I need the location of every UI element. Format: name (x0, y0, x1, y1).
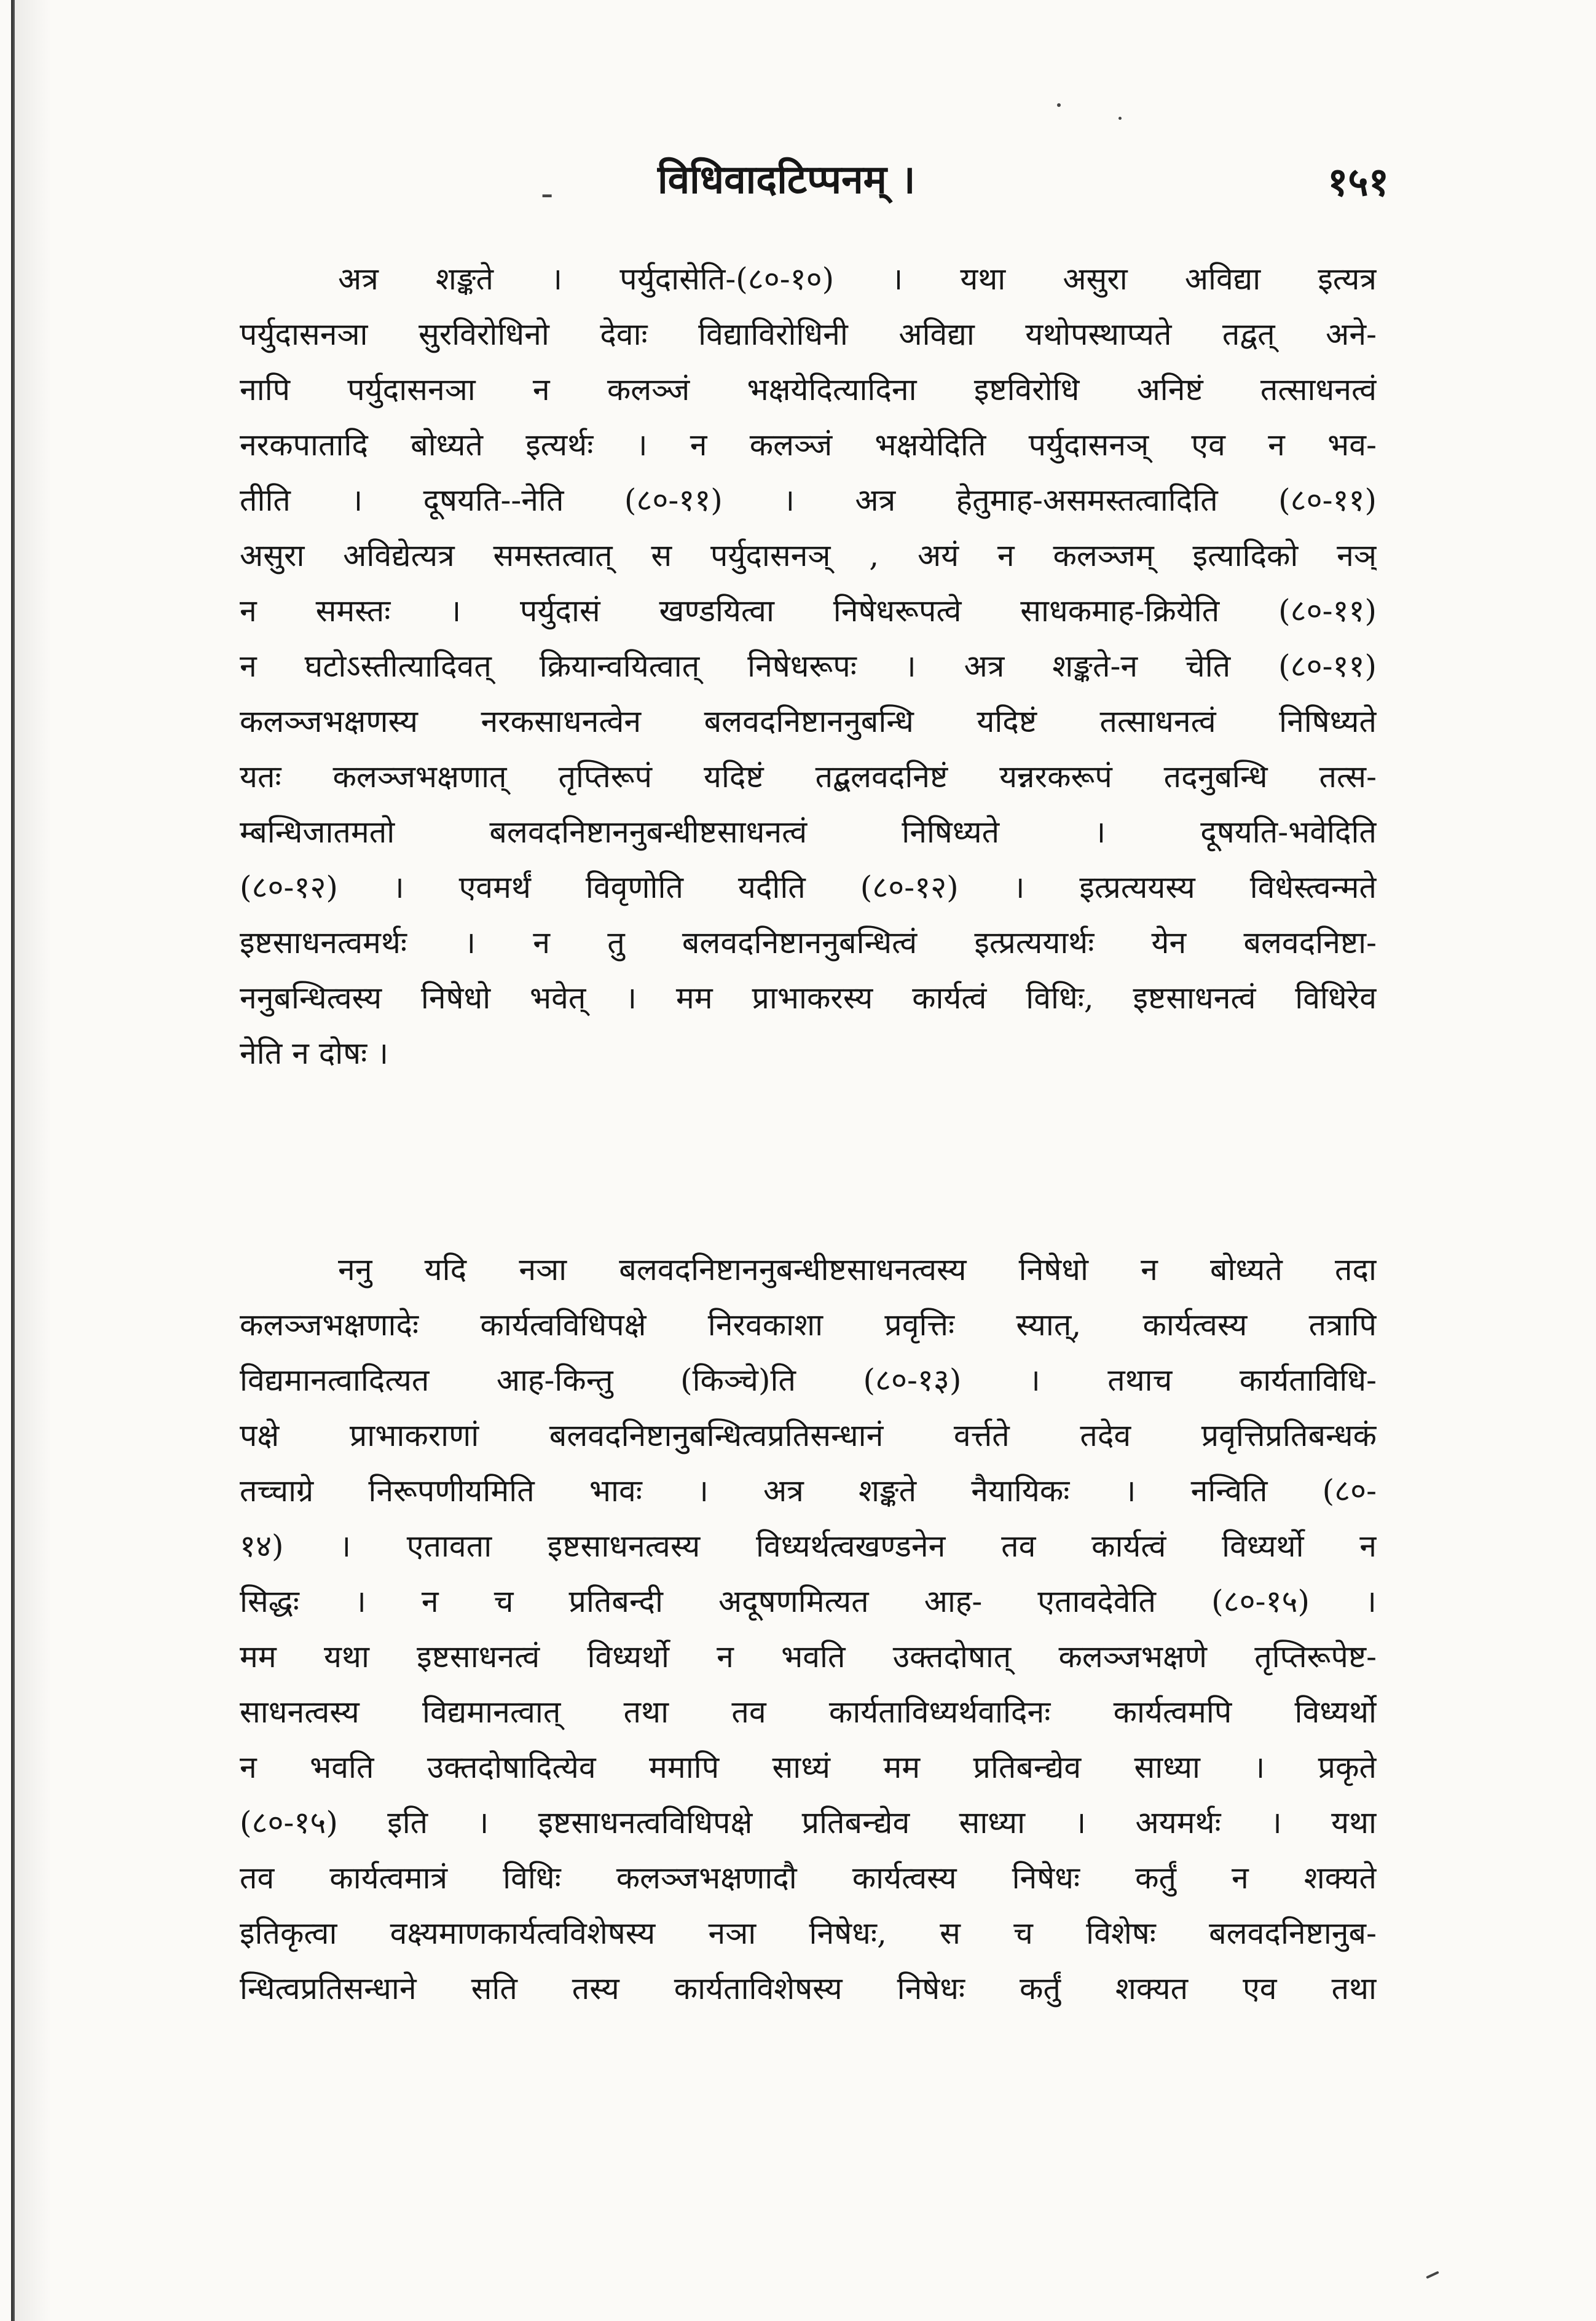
binding-edge-shadow (15, 0, 52, 2321)
text-line: तीति । दूषयति--नेति (८०-११) । अत्र हेतुमाह-असमस्तत्वादिति (८०-११) (240, 482, 1377, 518)
text-line: न भवति उक्तदोषादित्येव ममापि साध्यं मम प्रतिबन्द्येव साध्या । प्रकृते (240, 1750, 1377, 1785)
header-dash: - (541, 172, 554, 215)
page-number: १५१ (1327, 159, 1389, 205)
text-line: (८०-१५) इति । इष्टसाधनत्वविधिपक्षे प्रतिबन्द्येव साध्या । अयमर्थः । यथा (240, 1805, 1377, 1840)
text-line: नेति न दोषः । (240, 1035, 389, 1071)
text-line: १४) । एतावता इष्टसाधनत्वस्य विध्यर्थत्वखण्डनेन तव कार्यत्वं विध्यर्थो न (240, 1528, 1377, 1564)
text-line: तच्चाग्रे निरूपणीयमिति भावः । अत्र शङ्कते नैयायिकः । नन्विति (८०- (240, 1473, 1377, 1509)
text-line: यतः कलञ्जभक्षणात् तृप्तिरूपं यदिष्टं तद्बलवदनिष्टं यन्नरकरूपं तदनुबन्धि तत्स- (240, 759, 1377, 795)
scan-speck (1057, 103, 1061, 107)
text-line: साधनत्वस्य विद्यमानत्वात् तथा तव कार्यताविध्यर्थवादिनः कार्यत्वमपि विध्यर्थो (240, 1694, 1377, 1730)
text-line: न घटोऽस्तीत्यादिवत् क्रियान्वयित्वात् निषेधरूपः । अत्र शङ्कते-न चेति (८०-११) (240, 648, 1377, 684)
text-line: कलञ्जभक्षणादेः कार्यत्वविधिपक्षे निरवकाशा प्रवृत्तिः स्यात्, कार्यत्वस्य तत्रापि (240, 1307, 1377, 1343)
text-line: ननु यदि नञा बलवदनिष्टाननुबन्धीष्टसाधनत्वस्य निषेधो न बोध्यते तदा (338, 1252, 1377, 1287)
text-line: असुरा अविद्येत्यत्र समस्तत्वात् स पर्युदासनञ् , अयं न कलञ्जम् इत्यादिको नञ् (240, 538, 1377, 573)
text-line: कलञ्जभक्षणस्य नरकसाधनत्वेन बलवदनिष्टाननुबन्धि यदिष्टं तत्साधनत्वं निषिध्यते (240, 704, 1377, 739)
text-line: म्बन्धिजातमतो बलवदनिष्टाननुबन्धीष्टसाधनत्वं निषिध्यते । दूषयति-भवेदिति (240, 814, 1377, 850)
text-line: पक्षे प्राभाकराणां बलवदनिष्टानुबन्धित्वप्रतिसन्धानं वर्त्तते तदेव प्रवृत्तिप्रतिबन्धकं (240, 1418, 1377, 1453)
text-line: तव कार्यत्वमात्रं विधिः कलञ्जभक्षणादौ कार्यत्वस्य निषेधः कर्तुं न शक्यते (240, 1860, 1377, 1896)
scan-speck (1118, 117, 1122, 120)
text-line: न्धित्वप्रतिसन्धाने सति तस्य कार्यताविशेषस्य निषेधः कर्तुं शक्यत एव तथा (240, 1971, 1377, 2006)
text-line: सिद्धः । न च प्रतिबन्दी अदूषणमित्यत आह- एतावदेवेति (८०-१५) । (240, 1584, 1377, 1619)
text-line: विद्यमानत्वादित्यत आह-किन्तु (किञ्चे)ति (८०-१३) । तथाच कार्यताविधि- (240, 1362, 1377, 1398)
text-line: पर्युदासनञा सुरविरोधिनो देवाः विद्याविरोधिनी अविद्या यथोपस्थाप्यते तद्वत् अने- (240, 316, 1377, 352)
text-line: (८०-१२) । एवमर्थं विवृणोति यदीति (८०-१२) । इत्प्रत्ययस्य विधेस्त्वन्मते (240, 870, 1377, 905)
text-line: न समस्तः । पर्युदासं खण्डयित्वा निषेधरूपत्वे साधकमाह-क्रियेति (८०-११) (240, 593, 1377, 629)
text-line: ननुबन्धित्वस्य निषेधो भवेत् । मम प्राभाकरस्य कार्यत्वं विधिः, इष्टसाधनत्वं विधिरेव (240, 980, 1377, 1016)
text-line: नरकपातादि बोध्यते इत्यर्थः । न कलञ्जं भक्षयेदिति पर्युदासनञ् एव न भव- (240, 427, 1377, 463)
text-line: अत्र शङ्कते । पर्युदासेति-(८०-१०) । यथा असुरा अविद्या इत्यत्र (338, 261, 1377, 297)
text-line: इष्टसाधनत्वमर्थः । न तु बलवदनिष्टाननुबन्धित्वं इत्प्रत्ययार्थः येन बलवदनिष्टा- (240, 925, 1377, 960)
text-line: मम यथा इष्टसाधनत्वं विध्यर्थो न भवति उक्तदोषात् कलञ्जभक्षणे तृप्तिरूपेष्ट- (240, 1639, 1377, 1675)
text-line: नापि पर्युदासनञा न कलञ्जं भक्षयेदित्यादिना इष्टविरोधि अनिष्टं तत्साधनत्वं (240, 372, 1377, 407)
scan-speck (1426, 2271, 1439, 2279)
text-line: इतिकृत्वा वक्ष्यमाणकार्यत्वविशेषस्य नञा निषेधः, स च विशेषः बलवदनिष्टानुब- (240, 1915, 1377, 1951)
running-head (0, 147, 1596, 215)
page-title: विधिवादटिप्पनम् । (658, 157, 916, 203)
